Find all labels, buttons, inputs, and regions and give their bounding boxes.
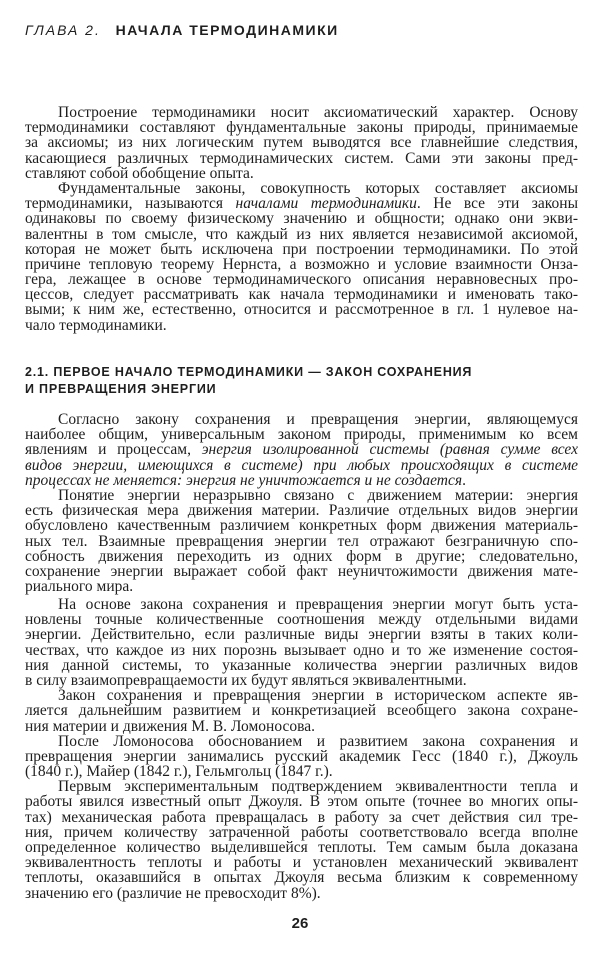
- text-line: После Ломоносова обоснованием и развитием закона сохранения и: [58, 732, 578, 750]
- text-line: Согласно закону сохранения и превращения энергии, являющемуся: [58, 411, 578, 428]
- text-segment: явлениям и процессам,: [25, 441, 202, 459]
- intro-text: [25, 105, 578, 333]
- italic-text: процессах не меняется: энергия не уничтожается и не создается: [25, 471, 463, 489]
- text-segment: . Не все эти законы: [416, 195, 578, 213]
- italic-text: началами термодинамики: [235, 195, 417, 213]
- paragraph: [25, 412, 578, 488]
- chapter-title: НАЧАЛА ТЕРМОДИНАМИКИ: [115, 22, 339, 38]
- text-line: [25, 473, 578, 488]
- text-line: Первым экспериментальным подтверждением эквивалентности тепла и: [58, 778, 578, 796]
- chapter-number: ГЛАВА 2.: [25, 22, 101, 38]
- text-line: которая не может быть исключена при построении термодинамики. По этой: [25, 240, 578, 258]
- running-header: [25, 22, 339, 40]
- text-line: ния, причем количеству затраченной работы соответствовало всегда вполне: [25, 823, 578, 841]
- text-line: [25, 196, 578, 211]
- paragraph: [25, 779, 578, 901]
- text-line: одинаковы по своему физическому значению и общности; однако они экви-: [25, 210, 578, 228]
- text-line: цессов, следует рассматривать как начала термодинамики и именовать тако-: [25, 286, 578, 304]
- paragraph: [25, 181, 578, 333]
- text-line: эквивалентность теплоты и работы и установлен механический эквивалент: [25, 854, 578, 872]
- text-line: [25, 442, 578, 457]
- paragraph: [25, 688, 578, 734]
- paragraph: [25, 734, 578, 780]
- italic-text: видов энергии, имеющихся в системе) при любых происходящих в системе: [25, 456, 578, 474]
- text-line: собность движения переходить из одних форм в другие; следовательно,: [25, 547, 578, 565]
- section-text: [25, 412, 578, 594]
- text-line: значению его (различие не превосходит 8%).: [25, 884, 321, 902]
- text-line: Фундаментальные законы, совокупность которых составляет аксиомы: [58, 179, 578, 197]
- text-line: новлены точные количественные соотношения между отдельными видами: [25, 611, 578, 629]
- page-number: 26: [291, 915, 309, 932]
- text-line: термодинамики составляют фундаментальные законы природы, принимаемые: [25, 119, 578, 137]
- paragraph: [25, 488, 578, 594]
- text-line: ния материи и движения М. В. Ломоносова.: [25, 717, 315, 735]
- italic-text: энергия изолированной системы (равная сумме всех: [201, 441, 578, 459]
- text-line: чествах, что каждое из них порознь вызывает одно и то же изменение состоя-: [25, 641, 578, 659]
- paragraph: [25, 105, 578, 181]
- text-line: теплоты, оказавшийся в опытах Джоуля весьма близким к современному: [25, 869, 578, 887]
- text-line: Понятие энергии неразрывно связано с движением материи: энергия: [58, 486, 578, 504]
- text-line: ляется дальнейшим развитием и конкретизацией всеобщего закона сохране-: [25, 702, 578, 720]
- text-line: превращения энергии занимались русский академик Гесс (1840 г.), Джоуль: [25, 747, 578, 765]
- text-line: На основе закона сохранения и превращения энергии могут быть уста-: [58, 596, 578, 613]
- text-line: выми; к ним же, естественно, относится и рассмотренное в гл. 1 нулевое на-: [25, 301, 578, 319]
- text-line: ния данной системы, то указанные количества энергии различных видов: [25, 656, 578, 674]
- section-heading: [25, 365, 472, 396]
- text-segment: .: [462, 471, 466, 489]
- text-line: Построение термодинамики носит аксиоматический характер. Основу: [58, 104, 578, 121]
- paragraph: [25, 597, 578, 688]
- text-line: в силу взаимопревращаемости их будут являться эквивалентными.: [25, 671, 467, 689]
- text-line: [25, 458, 578, 473]
- text-line: ставляют собой обобщение опыта.: [25, 164, 254, 182]
- text-line: сохранение энергии выражает собой факт неуничтожимости движения мате-: [25, 562, 578, 580]
- text-line: причине тепловую теорему Нернста, а возможно и условие взаимности Онза-: [25, 255, 578, 273]
- section-text-continued: [25, 597, 578, 901]
- text-line: за аксиомы; из них логическим путем выводятся все главнейшие следствия,: [25, 134, 578, 152]
- text-line: наиболее общим, универсальным законом природы, применимым ко всем: [25, 426, 578, 444]
- section-heading-line: И ПРЕВРАЩЕНИЯ ЭНЕРГИИ: [25, 382, 217, 396]
- text-line: есть физическая мера движения материи. Различие отдельных видов энергии: [25, 502, 578, 520]
- text-line: Закон сохранения и превращения энергии в историческом аспекте яв-: [58, 687, 578, 705]
- text-line: определенное количество выделившейся теплоты. Тем самым была доказана: [25, 839, 578, 856]
- text-line: (1840 г.), Майер (1842 г.), Гельмгольц (1847 г.).: [25, 763, 333, 781]
- text-line: энергии. Действительно, если различные виды энергии взяты в таких коли-: [25, 626, 578, 644]
- text-line: валентны в том смысле, что каждый из них является независимой аксиомой,: [25, 225, 578, 243]
- section-heading-line: 2.1. ПЕРВОЕ НАЧАЛО ТЕРМОДИНАМИКИ — ЗАКОН СОХРАНЕНИЯ: [25, 365, 473, 379]
- text-line: гера, лежащее в основе термодинамического описания неравновесных про-: [25, 271, 578, 289]
- text-line: чало термодинамики.: [25, 316, 167, 334]
- text-line: касающиеся различных термодинамических систем. Сами эти законы пред-: [25, 149, 578, 167]
- text-segment: термодинамики, называются: [25, 195, 236, 213]
- text-line: работы явился известный опыт Джоуля. В этом опыте (точнее во многих опы-: [25, 793, 578, 811]
- text-line: тах) механическая работа превращалась в работу за счет действия сил тре-: [25, 808, 578, 826]
- text-line: ных тел. Взаимные превращения энергии тел отражают безграничную спо-: [25, 532, 578, 550]
- text-line: риального мира.: [25, 578, 134, 596]
- text-line: обусловлено качественным различием конкретных форм движения материаль-: [25, 517, 578, 535]
